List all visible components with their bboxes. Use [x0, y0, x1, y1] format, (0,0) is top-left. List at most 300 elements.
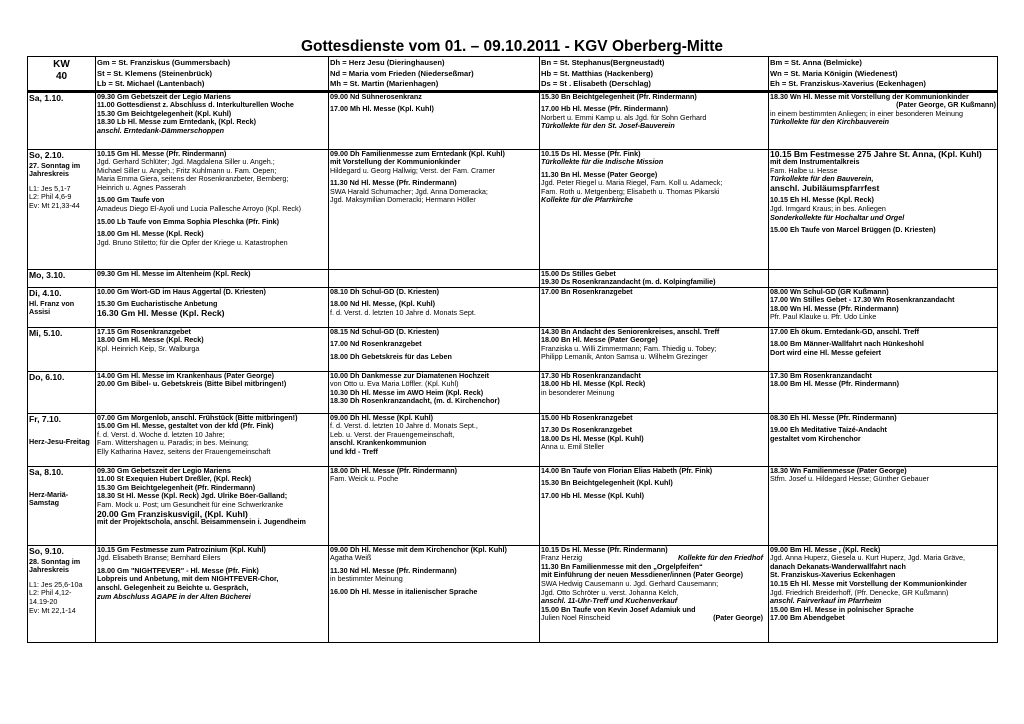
legend-line: St = St. Klemens (Steinenbrück) [97, 68, 212, 78]
service-cell-col-1 [96, 327, 329, 371]
service-text: Pfr. Paul Klauke u. Pfr. Udo Linke [770, 312, 877, 322]
service-line [770, 118, 996, 127]
service-text: zum Abschluss AGAPE in der Alten Bücherei [97, 591, 251, 601]
service-text: Jgd. Otto Schröter u. verst. Johanna Kelch, [541, 587, 679, 597]
day-cell [28, 269, 96, 287]
service-text: 15.00 Lb Taufe von Emma Sophia Pleschka (Pfr. Fink) [97, 216, 280, 226]
legend-col-2 [329, 57, 540, 92]
service-text: 07.00 Gm Morgenlob, anschl. Frühstück (Bitte mitbringen!) [97, 413, 298, 422]
reading-line: L2: Phil 4,12- [29, 588, 72, 598]
service-line [330, 288, 538, 297]
service-text: anschl. Gelegenheit zu Beichte u. Gespräch, [97, 583, 249, 593]
service-cell-col-2 [329, 91, 540, 149]
service-line [97, 518, 327, 527]
service-line [770, 614, 996, 623]
service-cell-col-2 [329, 149, 540, 269]
service-text: 15.30 Gm Beichtgelegenheit (Kpl. Kuhl) [97, 108, 232, 118]
service-text: Jgd. Elisabeth Branse; Bernhard Eilers [97, 553, 221, 563]
day-row [28, 269, 998, 287]
service-text: 18.00 Gm Hl. Messe (Kpl. Reck) [97, 335, 204, 345]
service-note: (Pater George) [713, 613, 763, 623]
kw-cell [28, 57, 96, 92]
day-cell [28, 413, 96, 466]
service-text: 14.00 Gm Hl. Messe im Krankenhaus (Pater George) [97, 371, 274, 380]
service-text: St. Franziskus-Xaverius Eckenhagen [770, 570, 896, 580]
service-text: f. d. Verst. d. letzten 10 Jahre d. Monats Sept. [330, 307, 476, 317]
service-text: in einem bestimmten Anliegen; in einer besonderen Meinung [770, 108, 963, 118]
service-text: 09.00 Dh Familienmesse zum Erntedank (Kpl. Kuhl) [330, 149, 505, 158]
service-line [541, 389, 767, 398]
service-text: Maria Emma Giera, seitens der Rosenkranzbeter, Bernberg; [97, 174, 289, 184]
service-line [97, 127, 327, 136]
service-line [97, 239, 327, 248]
service-text: 18.00 Dh Hl. Messe (Pfr. Rindermann) [330, 466, 458, 475]
service-cell-col-2 [329, 371, 540, 413]
service-text: Türkollekte für den Bauverein, [770, 174, 874, 184]
day-subtitle: Herz-Mariä-Samstag [29, 489, 69, 508]
service-cell-col-3 [540, 91, 769, 149]
service-note: Kollekte für den Friedhof [677, 553, 763, 563]
service-text: f. d. Verst. d. Woche d. letzten 10 Jahre; [97, 429, 225, 439]
service-text: von Otto u. Eva Maria Löffler. (Kpl. Kuhl) [330, 379, 459, 389]
service-line [330, 588, 538, 597]
reading-line: L2: Phil 4,6-9 [29, 192, 72, 202]
service-line [770, 328, 996, 337]
service-text: 11.30 Bn Familienmesse mit den „Orgelpfeifen“ [541, 561, 703, 571]
service-line [97, 205, 327, 214]
service-text: 11.00 St Exequien Hubert Dreßler, (Kpl. Reck) [97, 474, 252, 484]
service-line [330, 554, 538, 563]
service-text: 08.15 Nd Schul-GD (D. Kriesten) [330, 327, 440, 336]
service-text: anschl. Krankenkommunion [330, 438, 427, 448]
service-text: Franz Herzig [541, 553, 583, 563]
service-text: 15.00 Eh Taufe von Marcel Brüggen (D. Kriesten) [770, 225, 936, 235]
service-text: 15.30 Bn Beichtgelegenheit (Pfr. Rindermann) [541, 91, 697, 101]
service-text: Fam. Wittershagen u. Paradis; in bes. Meinung; [97, 438, 249, 448]
service-text: 08.30 Eh Hl. Messe (Pfr. Rindermann) [770, 413, 897, 422]
service-text: Anna u. Emil Steller [541, 442, 605, 452]
service-cell-col-2 [329, 466, 540, 545]
service-line [330, 575, 538, 584]
service-text: 17.00 Eh ökum. Erntedank-GD, anschl. Treff [770, 327, 919, 336]
service-line [330, 397, 538, 406]
service-text: 17.00 Bm Abendgebet [770, 613, 845, 623]
service-text: Jgd. Bruno Stiletto; für die Opfer der Kriege u. Katastrophen [97, 237, 288, 247]
kw-label: KW [53, 59, 70, 70]
day-row [28, 91, 998, 149]
service-text: Jgd. Gerhard Schlüter; Jgd. Magdalena Siller u. Angeh.; [97, 157, 275, 167]
service-text: Norbert u. Emmi Kamp u. als Jgd. für Sohn Gerhard [541, 112, 707, 122]
service-text: 18.00 Gm "NIGHTFEVER" - Hl. Messe (Pfr. Fink) [97, 565, 259, 575]
service-text: 18.00 Bm Hl. Messe (Pfr. Rindermann) [770, 379, 900, 389]
day-row [28, 545, 998, 642]
service-line [770, 435, 996, 444]
service-text: 18.00 Ds Hl. Messe (Kpl. Kuhl) [541, 433, 644, 443]
service-text: Elly Katharina Havez, seitens der Frauengemeinschaft [97, 447, 271, 457]
service-text: Fam. Mock u. Post; um Gesundheit für eine Schwerkranke [97, 500, 284, 510]
service-text: anschl. Fairverkauf im Pfarrheim [770, 596, 882, 606]
service-text: 10.15 Eh Hl. Messe mit Vorstellung der Kommunionkinder [770, 579, 967, 589]
service-cell-col-3 [540, 269, 769, 287]
day-label: Fr, 7.10. [29, 413, 62, 424]
service-line [97, 270, 327, 279]
service-text: Türkollekte für den Kirchbauverein [770, 117, 890, 127]
service-text: 17.15 Gm Rosenkranzgebet [97, 327, 191, 336]
service-text: 15.30 Gm Beichtgelegenheit (Pfr. Rindermann) [97, 482, 256, 492]
day-label: Mi, 5.10. [29, 327, 63, 338]
service-cell-col-2 [329, 269, 540, 287]
service-text: 10.15 Bm Festmesse 275 Jahre St. Anna, (Kpl. Kuhl) [770, 149, 982, 159]
day-label: So, 9.10. [29, 545, 64, 556]
service-text: 11.30 Bn Hl. Messe (Pater George) [541, 169, 658, 179]
service-text: 17.30 Bm Rosenkranzandacht [770, 371, 872, 380]
day-row [28, 287, 998, 327]
service-text: anschl. Erntedank-Dämmerschoppen [97, 125, 225, 135]
service-text: 18.30 Wn Familienmesse (Pater George) [770, 466, 907, 475]
service-text: 11.30 Nd Hl. Messe (Pfr. Rindermann) [330, 178, 457, 188]
service-cell-col-4 [769, 413, 998, 466]
day-subtitle: 27. Sonntag im Jahreskreis [29, 160, 81, 179]
service-line [541, 93, 767, 102]
service-text: Jgd. Peter Riegel u. Maria Riegel, Fam. Koll u. Adameck; [541, 178, 723, 188]
service-text: 18.00 Wn Hl. Messe (Pfr. Rindermann) [770, 303, 899, 313]
service-text: 15.00 Gm Taufe von [97, 195, 165, 205]
service-line [770, 475, 996, 484]
header-row [28, 57, 998, 92]
day-row [28, 149, 998, 269]
service-text: Amadeus Diego El-Ayoli und Lucia Pallesche Arroyo (Kpl. Reck) [97, 204, 302, 214]
service-line [330, 328, 538, 337]
service-cell-col-1 [96, 413, 329, 466]
service-cell-col-3 [540, 466, 769, 545]
service-cell-col-4 [769, 287, 998, 327]
service-text: 18.00 Nd Hl. Messe, (Kpl. Kuhl) [330, 299, 436, 309]
legend-line: Ds = St . Elisabeth (Derschlag) [541, 79, 651, 88]
service-cell-col-2 [329, 327, 540, 371]
legend-line: Gm = St. Franziskus (Gummersbach) [97, 58, 231, 67]
service-text: 09.00 Dh Hl. Messe mit dem Kirchenchor (Kpl. Kuhl) [330, 545, 507, 554]
service-text: 15.30 Bn Beichtgelegenheit (Kpl. Kuhl) [541, 478, 673, 488]
service-cell-col-4 [769, 91, 998, 149]
service-line [770, 349, 996, 358]
service-line [770, 226, 996, 235]
service-text: 17.00 Mh Hl. Messe (Kpl. Kuhl) [330, 104, 434, 114]
day-cell [28, 287, 96, 327]
legend-line: Wn = St. Maria Königin (Wiedenest) [770, 68, 898, 78]
service-cell-col-1 [96, 287, 329, 327]
day-cell [28, 371, 96, 413]
service-text: SWA Harald Schumacher; Jgd. Anna Domeracka; [330, 186, 488, 196]
service-text: f. d. Verst. d. letzten 10 Jahre d. Monats Sept., [330, 421, 478, 431]
service-text: 10.15 Gm Hl. Messe (Pfr. Rindermann) [97, 149, 227, 158]
day-row [28, 413, 998, 466]
service-cell-col-1 [96, 545, 329, 642]
service-line [770, 184, 996, 193]
service-text: 09.00 Dh Hl. Messe (Kpl. Kuhl) [330, 413, 434, 422]
service-cell-col-4 [769, 466, 998, 545]
service-line [330, 196, 538, 205]
service-cell-col-1 [96, 91, 329, 149]
service-text: 18.30 Dh Rosenkranzandacht, (m. d. Kirchenchor) [330, 396, 500, 406]
service-cell-col-2 [329, 287, 540, 327]
service-text: Kollekte für die Pfarrkirche [541, 195, 633, 205]
service-text: 18.00 Dh Gebetskreis für das Leben [330, 351, 452, 361]
service-line [541, 196, 767, 205]
service-text: 17.30 Hb Rosenkranzandacht [541, 371, 641, 380]
service-text: 17.00 Nd Rosenkranzgebet [330, 339, 422, 349]
service-text: 19.00 Eh Meditative Taizé-Andacht [770, 425, 887, 435]
legend-line: Nd = Maria vom Frieden (Niederseßmar) [330, 68, 474, 78]
schedule-page [27, 38, 997, 643]
service-text: 17.30 Ds Rosenkranzgebet [541, 425, 633, 435]
service-line [541, 414, 767, 423]
schedule-table [27, 56, 998, 643]
service-line [97, 218, 327, 227]
service-cell-col-3 [540, 545, 769, 642]
service-text: 09.00 Nd Sühnerosenkranz [330, 91, 422, 101]
service-text: Philipp Lemanik, Anton Samsa u. Wilhelm Grezinger [541, 352, 708, 362]
readings [29, 581, 94, 615]
service-text: (Pater George, GR Kußmann) [896, 100, 996, 110]
service-cell-col-2 [329, 545, 540, 642]
service-text: mit Einführung der neuen Messdiener/innen (Pater George) [541, 570, 744, 580]
service-text: 16.00 Dh Hl. Messe in italienischer Sprache [330, 587, 478, 597]
service-text: 16.30 Gm Hl. Messe (Kpl. Reck) [97, 307, 225, 318]
service-line [330, 93, 538, 102]
day-label: Sa, 1.10. [29, 92, 64, 103]
service-text: in bestimmter Meinung [330, 574, 403, 584]
service-text: 20.00 Gm Franziskusvigil, (Kpl. Kuhl) [97, 508, 248, 519]
day-label: Di, 4.10. [29, 287, 62, 298]
service-text: 19.30 Ds Rosenkranzandacht (m. d. Kolpingfamilie) [541, 277, 716, 287]
service-text: Jgd. Friedrich Breiderhoff, (Pfr. Denecke, GR Kußmann) [770, 587, 949, 597]
service-line [97, 593, 327, 602]
service-line [97, 288, 327, 297]
legend-col-3 [540, 57, 769, 92]
service-text: gestaltet vom Kirchenchor [770, 433, 861, 443]
legend-line: Dh = Herz Jesu (Dieringhausen) [330, 58, 445, 67]
service-text: 08.00 Wn Schul-GD (GR Kußmann) [770, 287, 889, 296]
service-line [770, 414, 996, 423]
service-text: 10.00 Gm Wort-GD im Haus Aggertal (D. Kriesten) [97, 287, 266, 296]
service-text: 10.00 Dh Dankmesse zur Diamatenen Hochzeit [330, 371, 489, 380]
service-line [541, 492, 767, 501]
service-text: Fam. Roth u. Metgenberg; Elisabeth u. Thomas Pikarski [541, 186, 720, 196]
service-line [770, 380, 996, 389]
service-text: 18.00 Bm Männer-Wallfahrt nach Hünkeshohl [770, 339, 924, 349]
service-text: 15.00 Hb Rosenkranzgebet [541, 413, 633, 422]
service-text: 17.00 Wn Stilles Gebet - 17.30 Wn Rosenkranzandacht [770, 295, 955, 305]
service-line [541, 122, 767, 131]
service-text: Michael Siller u. Angeh.; Fritz Kuhlmann u. Fam. Oepen; [97, 165, 277, 175]
service-cell-col-1 [96, 149, 329, 269]
service-text: mit dem Instrumentalkreis [770, 157, 860, 167]
day-label: Mo, 3.10. [29, 269, 66, 280]
service-text: 09.30 Gm Gebetszeit der Legio Mariens [97, 466, 231, 475]
service-text: 10.15 Ds Hl. Messe (Pfr. Rindermann) [541, 545, 668, 554]
service-line [541, 278, 767, 287]
service-text: Heinrich u. Agnes Passerah [97, 182, 186, 192]
service-text: 15.00 Ds Stilles Gebet [541, 269, 616, 278]
service-text: danach Dekanats-Wanderwallfahrt nach [770, 561, 906, 571]
legend-line: Mh = St. Martin (Marienhagen) [330, 79, 439, 88]
service-line [541, 158, 767, 167]
service-text: SWA Hedwig Causemann u. Jgd. Gerhard Causemann; [541, 579, 719, 589]
service-text: 10.30 Dh Hl. Messe im AWO Heim (Kpl. Reck) [330, 387, 484, 397]
service-text: 18.30 Lb Hl. Messe zum Erntedank, (Kpl. Reck) [97, 117, 256, 127]
service-text: 17.00 Bn Rosenkranzgebet [541, 287, 633, 296]
day-subtitle: Hl. Franz von Assisi [29, 298, 75, 317]
service-text: 14.30 Bn Andacht des Seniorenkreises, anschl. Treff [541, 327, 720, 336]
kw-number: 40 [55, 71, 68, 82]
legend-line: Hb = St. Matthias (Hackenberg) [541, 68, 654, 78]
service-text: Sonderkollekte für Hochaltar und Orgel [770, 212, 905, 222]
service-text: anschl. Jubiläumspfarrfest [770, 182, 880, 193]
service-line [541, 467, 767, 476]
service-text: 10.15 Gm Festmesse zum Patrozinium (Kpl. Kuhl) [97, 545, 266, 554]
reading-line: Ev: Mt 21,33-44 [29, 200, 80, 210]
service-line [770, 214, 996, 223]
reading-line: L1: Jes 5,1-7 [29, 183, 71, 193]
service-text: mit Vorstellung der Kommunionkinder [330, 157, 461, 167]
service-text: 18.00 Bn Hl. Messe (Pater George) [541, 335, 658, 345]
service-text: Stfm. Josef u. Hildegard Hesse; Günther Gebauer [770, 474, 930, 484]
service-text: 15.00 Bn Taufe von Kevin Josef Adamiuk und [541, 604, 696, 614]
service-line [330, 309, 538, 318]
day-cell [28, 91, 96, 149]
day-cell [28, 545, 96, 642]
day-subtitle: Herz-Jesu-Freitag [29, 436, 90, 446]
service-line [330, 105, 538, 114]
service-text: 20.00 Gm Bibel- u. Gebetskreis (Bitte Bibel mitbringen!) [97, 379, 287, 389]
legend-line: Eh = St. Franziskus-Xaverius (Eckenhagen) [770, 79, 926, 88]
service-cell-col-4 [769, 327, 998, 371]
service-line [330, 353, 538, 362]
service-cell-col-4 [769, 269, 998, 287]
service-cell-col-1 [96, 466, 329, 545]
legend-col-4 [769, 57, 998, 92]
service-line [330, 340, 538, 349]
day-row [28, 466, 998, 545]
service-cell-col-3 [540, 287, 769, 327]
service-text: 15.00 Gm Hl. Messe, gestaltet von der kfd (Pfr. Fink) [97, 421, 274, 431]
service-text: Lobpreis und Anbetung, mit dem NIGHTFEVER-Chor, [97, 574, 279, 584]
service-text: anschl. 11-Uhr-Treff und Kuchenverkauf [541, 596, 678, 606]
service-line [97, 380, 327, 389]
service-text: Hildegard u. Georg Hallwig; Verst. der Fam. Cramer [330, 165, 495, 175]
reading-line: Ev: Mt 22,1-14 [29, 605, 76, 615]
service-text: 17.00 Hb Hl. Messe (Kpl. Kuhl) [541, 490, 645, 500]
service-cell-col-4 [769, 149, 998, 269]
service-text: 08.10 Dh Schul-GD (D. Kriesten) [330, 287, 440, 296]
service-text: Leb. u. Verst. der Frauengemeinschaft, [330, 429, 455, 439]
service-line [770, 313, 996, 322]
service-text: 09.00 Bm Hl. Messe , (Kpl. Reck) [770, 545, 881, 554]
service-cell-col-1 [96, 269, 329, 287]
service-text: Julien Noel Rinscheid [541, 613, 611, 623]
service-line [541, 479, 767, 488]
day-label: So, 2.10. [29, 149, 64, 160]
service-cell-col-2 [329, 413, 540, 466]
day-cell [28, 466, 96, 545]
service-cell-col-3 [540, 371, 769, 413]
service-text: 18.00 Gm Hl. Messe (Kpl. Reck) [97, 229, 204, 239]
service-text: 09.30 Gm Hl. Messe im Altenheim (Kpl. Reck) [97, 269, 251, 278]
service-text: Franziska u. Willi Zimmermann; Fam. Thiedig u. Tobey; [541, 343, 717, 353]
service-text: mit der Projektschola, anschl. Beisammensein i. Jugendheim [97, 517, 306, 527]
service-line [330, 448, 538, 457]
day-label: Do, 6.10. [29, 371, 65, 382]
legend-col-1 [96, 57, 329, 92]
service-cell-col-3 [540, 149, 769, 269]
service-cell-col-4 [769, 545, 998, 642]
service-line [97, 448, 327, 457]
service-text: 10.15 Eh Hl. Messe (Kpl. Reck) [770, 195, 874, 205]
page-title: Gottesdienste vom 01. – 09.10.2011 - KGV Oberberg-Mitte [300, 38, 724, 55]
day-label: Sa, 8.10. [29, 466, 64, 477]
service-line [541, 353, 767, 362]
service-text: Fam. Weick u. Poche [330, 474, 399, 484]
legend-line: Bm = St. Anna (Belmicke) [770, 58, 862, 67]
service-cell-col-4 [769, 371, 998, 413]
reading-line: 14.19-20 [29, 597, 58, 607]
legend-line: Lb = St. Michael (Lantenbach) [97, 79, 205, 88]
service-text: 15.00 Bm Hl. Messe in polnischer Sprache [770, 604, 914, 614]
day-cell [28, 327, 96, 371]
service-line [97, 184, 327, 193]
service-text: 18.30 Wn Hl. Messe mit Vorstellung der Kommunionkinder [770, 91, 969, 101]
service-text: Kpl. Heinrich Keip, Sr. Walburga [97, 343, 200, 353]
service-text: 14.00 Bn Taufe von Florian Elias Habeth (Pfr. Fink) [541, 466, 713, 475]
service-text: 09.30 Gm Gebetszeit der Legio Mariens [97, 91, 231, 101]
service-text: in besonderer Meinung [541, 387, 615, 397]
service-text: 17.00 Hb Hl. Messe (Pfr. Rindermann) [541, 104, 669, 114]
legend-line: Bn = St. Stephanus(Bergneustadt) [541, 58, 665, 67]
service-text: Dort wird eine Hl. Messe gefeiert [770, 347, 882, 357]
service-line [541, 288, 767, 297]
service-text: 18.00 Hb Hl. Messe (Kpl. Reck) [541, 379, 646, 389]
service-text: Agatha Weiß [330, 553, 372, 563]
service-line [97, 554, 327, 563]
day-row [28, 371, 998, 413]
service-text: 11.00 Gottesdienst z. Abschluss d. Interkulturellen Woche [97, 100, 294, 110]
service-line [330, 475, 538, 484]
service-cell-col-3 [540, 413, 769, 466]
service-line [541, 443, 767, 452]
day-subtitle: 28. Sonntag im Jahreskreis [29, 556, 81, 575]
service-line [97, 345, 327, 354]
service-cell-col-3 [540, 327, 769, 371]
service-text: 10.15 Ds Hl. Messe (Pfr. Fink) [541, 149, 641, 158]
service-text: 11.30 Nd Hl. Messe (Pfr. Rindermann) [330, 565, 457, 575]
service-line [330, 167, 538, 176]
day-row [28, 327, 998, 371]
service-text: Fam. Halbe u. Hesse [770, 165, 838, 175]
reading-line: L1: Jes 25,6-10a [29, 579, 83, 589]
service-text: Türkollekte für den St. Josef-Bauverein [541, 121, 675, 131]
service-text: Jgd. Irmgard Kraus; in bes. Anliegen [770, 204, 886, 214]
readings [29, 185, 94, 211]
day-cell [28, 149, 96, 269]
service-text: Jgd. Anna Huperz, Giesela u. Kurt Huperz, Jgd. Maria Gräve, [770, 553, 965, 563]
service-text: und kfd - Treff [330, 447, 378, 457]
service-cell-col-1 [96, 371, 329, 413]
service-text: Jgd. Maksymilian Domeracki; Hermann Höller [330, 195, 476, 205]
service-text: Türkollekte für die Indische Mission [541, 157, 664, 167]
service-line [97, 309, 327, 318]
service-text: 18.30 St Hl. Messe (Kpl. Reck) Jgd. Ulrike Böer-Galland; [97, 491, 288, 501]
service-line [541, 614, 767, 623]
